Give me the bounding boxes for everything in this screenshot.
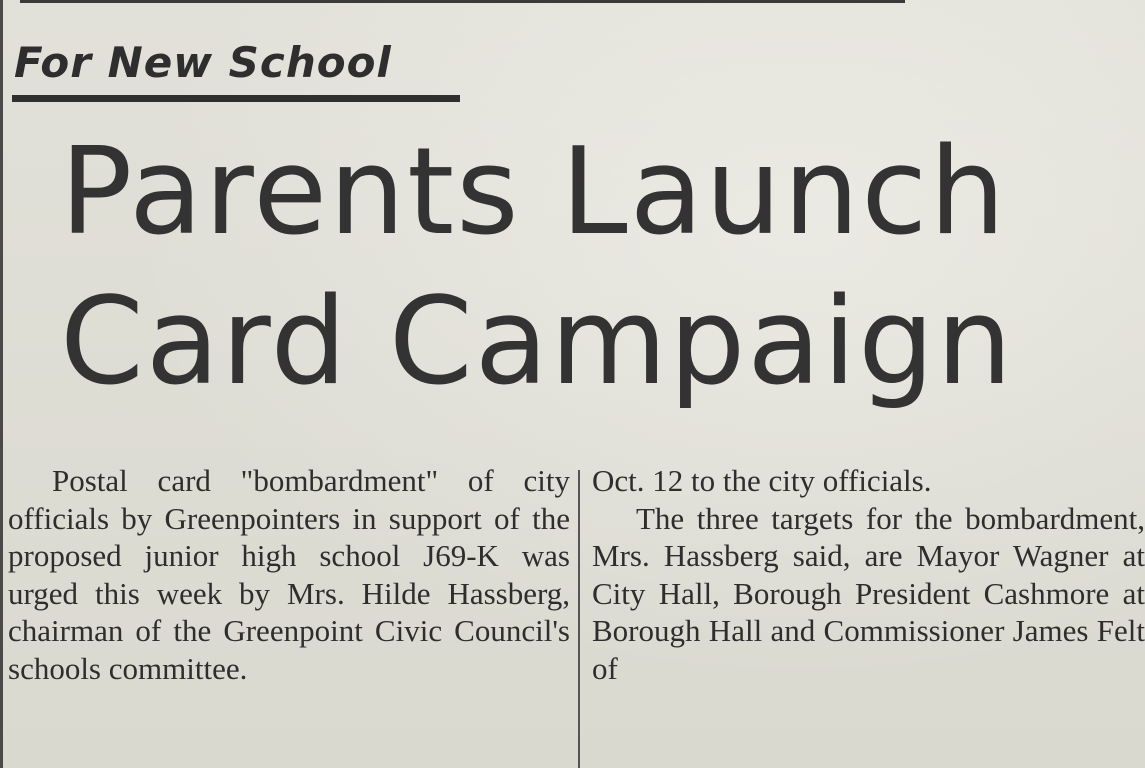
right-column-paragraph-1: Oct. 12 to the city officials. xyxy=(592,463,932,498)
headline xyxy=(60,118,1140,418)
headline-line-1: Parents Launch xyxy=(60,123,1008,262)
top-rule xyxy=(20,0,905,3)
kicker-heading: For New School xyxy=(14,38,392,87)
right-column-paragraph-2: The three targets for the bombardment, Mrs. Hassberg said, are Mayor Wagner at City Hall, Borough President Cashmore at Borough Hall and Commissioner James Felt of xyxy=(592,500,1145,686)
column-divider xyxy=(578,470,580,768)
kicker-underline xyxy=(12,95,460,102)
left-column-paragraph: Postal card "bombardment" of city officials by Greenpointers in support of the proposed junior high school J69-K was urged this week by Mrs. Hilde Hassberg, chairman of the Greenpoint Civic Council's schools committee. xyxy=(8,463,570,686)
right-column xyxy=(592,462,1145,687)
left-column xyxy=(8,462,570,687)
headline-line-2: Card Campaign xyxy=(60,273,1015,412)
left-edge-rule xyxy=(0,0,3,768)
